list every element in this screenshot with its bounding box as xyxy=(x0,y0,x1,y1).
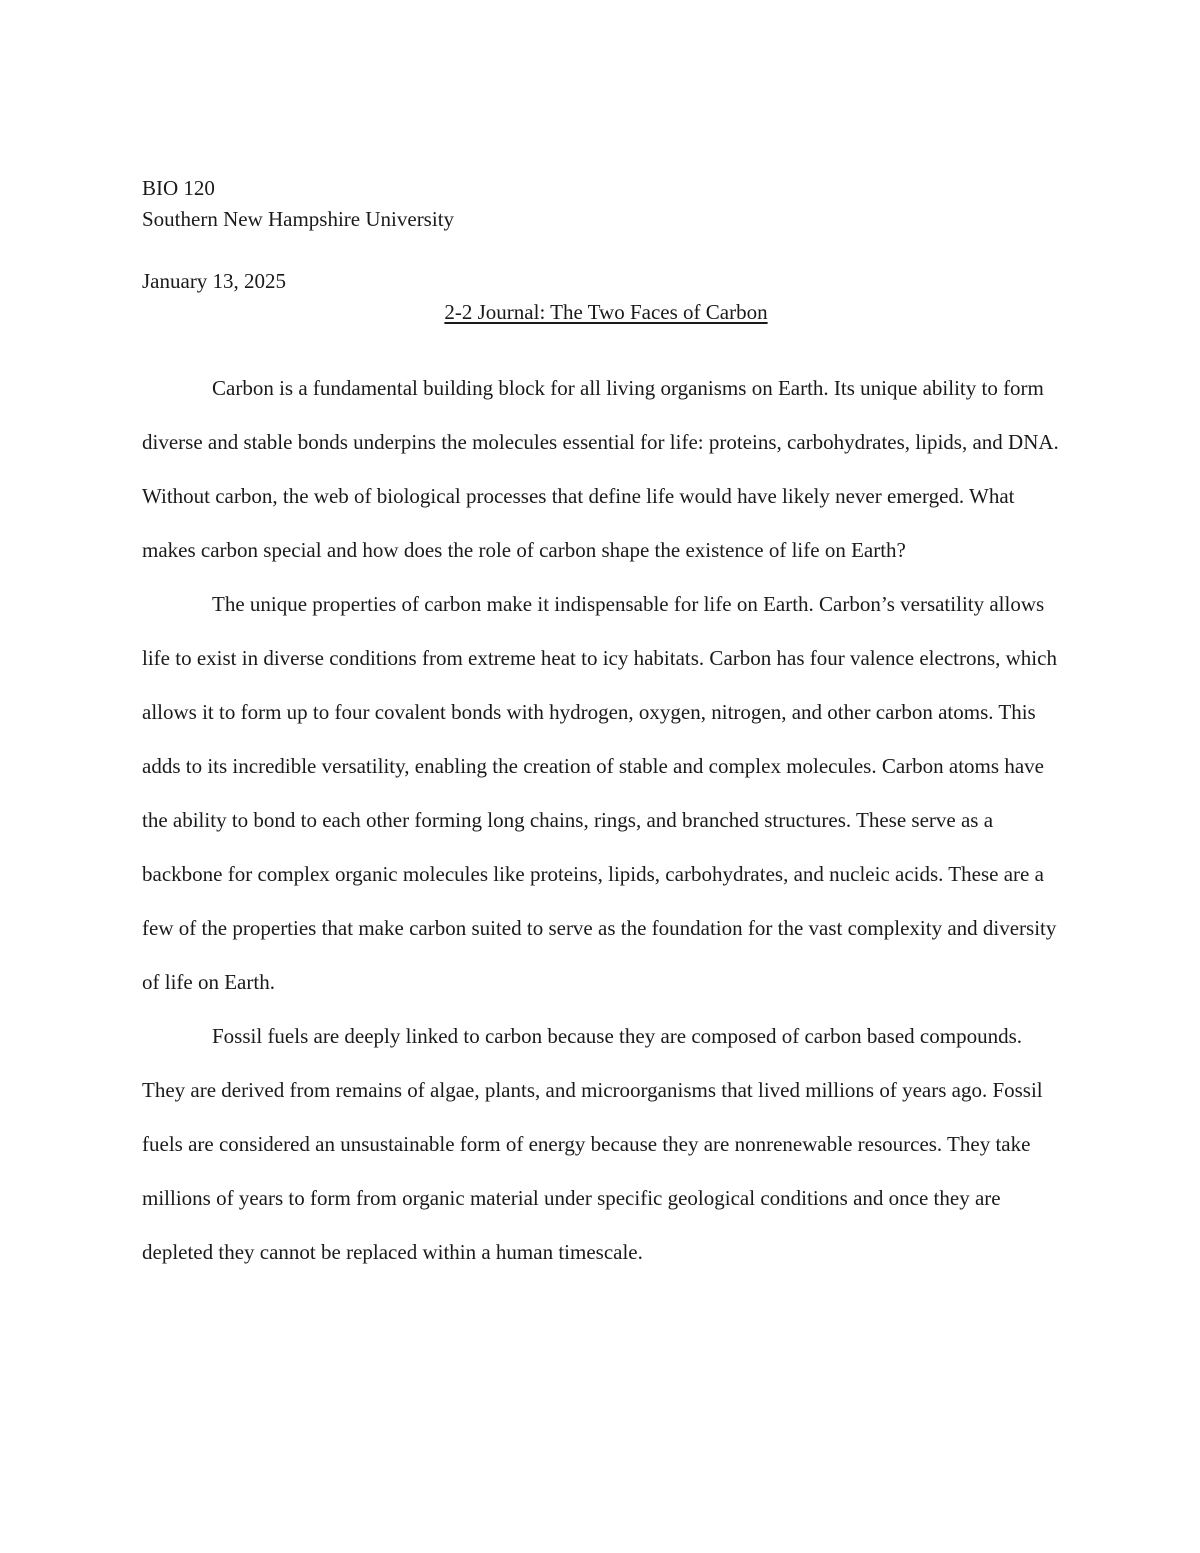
document-title: 2-2 Journal: The Two Faces of Carbon xyxy=(444,300,768,324)
document-date: January 13, 2025 xyxy=(142,269,287,293)
document-title-line xyxy=(0,302,1200,323)
university-name: Southern New Hampshire University xyxy=(142,207,455,231)
document-body xyxy=(142,361,1060,1279)
course-code: BIO 120 xyxy=(142,176,215,200)
body-paragraph: Carbon is a fundamental building block for all living organisms on Earth. Its unique ability to form diverse and stable bonds underpins the molecules essential for life: proteins, carbohydrates, lipids, and DNA. Without carbon, the web of biological processes that define life would have likely never emerged. What makes carbon special and how does the role of carbon shape the existence of life on Earth? xyxy=(142,376,1059,562)
body-paragraph: Fossil fuels are deeply linked to carbon because they are composed of carbon based compounds. They are derived from remains of algae, plants, and microorganisms that lived millions of years ago. Fossil fuels are considered an unsustainable form of energy because they are nonrenewable resources. They take millions of years to form from organic material under specific geological conditions and once they are depleted they cannot be replaced within a human timescale. xyxy=(142,1024,1043,1264)
body-paragraph: The unique properties of carbon make it indispensable for life on Earth. Carbon’s versatility allows life to exist in diverse conditions from extreme heat to icy habitats. Carbon has four valence electrons, which allows it to form up to four covalent bonds with hydrogen, oxygen, nitrogen, and other carbon atoms. This adds to its incredible versatility, enabling the creation of stable and complex molecules. Carbon atoms have the ability to bond to each other forming long chains, rings, and branched structures. These serve as a backbone for complex organic molecules like proteins, lipids, carbohydrates, and nucleic acids. These are a few of the properties that make carbon suited to serve as the foundation for the vast complexity and diversity of life on Earth. xyxy=(142,592,1057,994)
